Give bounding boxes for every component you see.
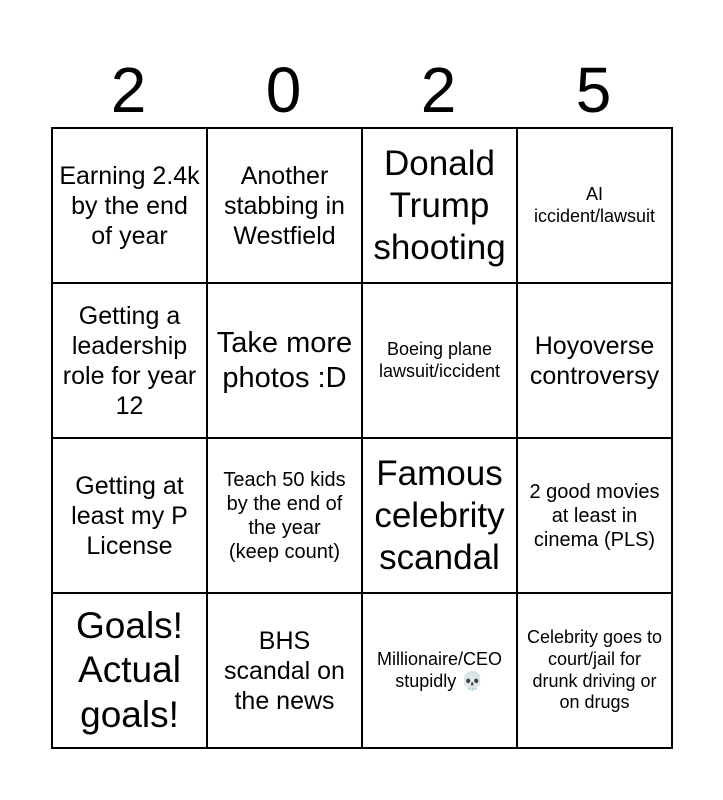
bingo-header (51, 52, 671, 128)
header-digit-3: 2 (420, 54, 457, 126)
bingo-cell-r1c4[interactable]: AI iccident/lawsuit (517, 128, 672, 283)
board-row-3 (52, 438, 672, 593)
bingo-cell-r3c3[interactable]: Famous celebrity scandal (362, 438, 517, 593)
bingo-cell-r4c3[interactable]: Millionaire/CEO stupidly 💀 (362, 593, 517, 748)
bingo-cell-r2c2[interactable]: Take more photos :D (207, 283, 362, 438)
header-digit-2: 0 (265, 54, 302, 126)
bingo-board (51, 127, 673, 749)
bingo-cell-r2c1[interactable]: Getting a leadership role for year 12 (52, 283, 207, 438)
bingo-cell-r4c1[interactable]: Goals! Actual goals! (52, 593, 207, 748)
bingo-cell-r1c1[interactable]: Earning 2.4k by the end of year (52, 128, 207, 283)
bingo-cell-r1c2[interactable]: Another stabbing in Westfield (207, 128, 362, 283)
board-row-4 (52, 593, 672, 748)
board-row-1 (52, 128, 672, 283)
bingo-cell-r3c1[interactable]: Getting at least my P License (52, 438, 207, 593)
bingo-cell-r3c4[interactable]: 2 good movies at least in cinema (PLS) (517, 438, 672, 593)
bingo-cell-r4c2[interactable]: BHS scandal on the news (207, 593, 362, 748)
bingo-cell-r4c4[interactable]: Celebrity goes to court/jail for drunk driving or on drugs (517, 593, 672, 748)
header-digit-1: 2 (110, 54, 147, 126)
bingo-cell-r2c3[interactable]: Boeing plane lawsuit/iccident (362, 283, 517, 438)
bingo-cell-r3c2[interactable]: Teach 50 kids by the end of the year (keep count) (207, 438, 362, 593)
bingo-cell-r2c4[interactable]: Hoyoverse controversy (517, 283, 672, 438)
board-row-2 (52, 283, 672, 438)
header-digit-4: 5 (575, 54, 612, 126)
bingo-cell-r1c3[interactable]: Donald Trump shooting (362, 128, 517, 283)
